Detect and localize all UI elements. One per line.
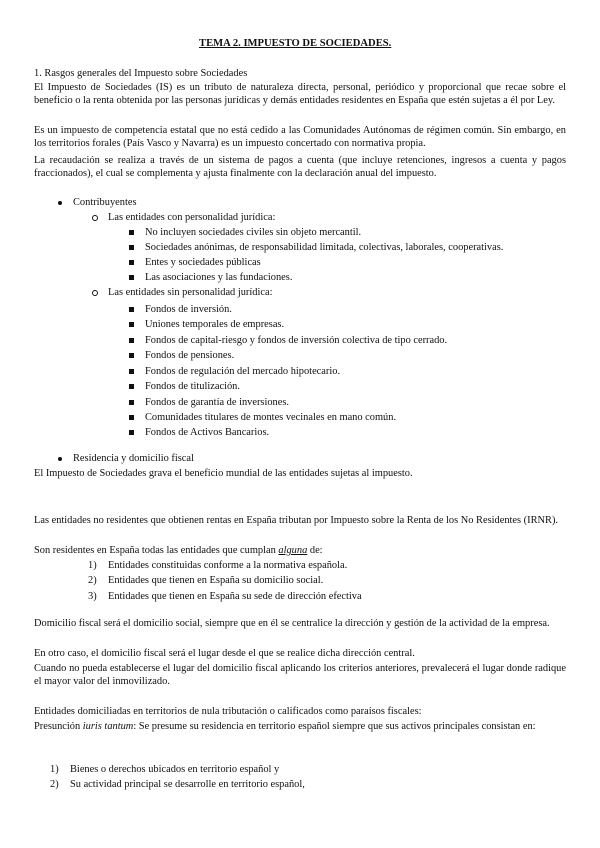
paragraph-definition: El Impuesto de Sociedades (IS) es un tributo de naturaleza directa, personal, periódico y proporcional que recae sobre el beneficio o la renta obtenida por las personas jurídicas y demás entidades residentes en España que estén sujetas a él por Ley.	[34, 82, 566, 106]
list-item: Comunidades titulares de montes vecinales en mano común.	[145, 412, 397, 423]
circle-bullet-icon	[92, 290, 98, 296]
emphasis-iuris-tantum: iuris tantum	[82, 721, 134, 732]
bullet-dot-icon	[58, 201, 62, 205]
list-item: Fondos de capital-riesgo y fondos de inversión colectiva de tipo cerrado.	[145, 335, 448, 346]
list-item: Bienes o derechos ubicados en territorio español y	[70, 764, 280, 775]
list-item: Fondos de inversión.	[145, 304, 232, 315]
square-bullet-icon	[129, 245, 134, 250]
list-heading-residencia: Residencia y domicilio fiscal	[73, 453, 194, 464]
square-bullet-icon	[129, 415, 134, 420]
square-bullet-icon	[129, 400, 134, 405]
square-bullet-icon	[129, 384, 134, 389]
list-number: 1)	[50, 764, 59, 775]
square-bullet-icon	[129, 230, 134, 235]
list-item: Entidades que tienen en España su sede de dirección efectiva	[108, 591, 362, 602]
list-heading-contribuyentes: Contribuyentes	[73, 197, 137, 208]
list-item: Las asociaciones y las fundaciones.	[145, 272, 293, 283]
list-item: Entes y sociedades públicas	[145, 257, 261, 268]
list-item: Fondos de pensiones.	[145, 350, 235, 361]
list-item: Sociedades anónimas, de responsabilidad limitada, colectivas, laborales, cooperativas.	[145, 242, 504, 253]
list-item: No incluyen sociedades civiles sin objeto mercantil.	[145, 227, 362, 238]
list-item: Entidades que tienen en España su domicilio social.	[108, 575, 324, 586]
paragraph-inmovilizado: Cuando no pueda establecerse el lugar del domicilio fiscal aplicando los criterios anteriores, prevalecerá el lugar donde radique el mayor valor del inmovilizado.	[34, 663, 566, 687]
list-number: 1)	[88, 560, 97, 571]
list-number: 3)	[88, 591, 97, 602]
bullet-dot-icon	[58, 457, 62, 461]
square-bullet-icon	[129, 353, 134, 358]
paragraph-domicilio-fiscal: Domicilio fiscal será el domicilio social, siempre que en él se centralice la dirección y gestión de la actividad de la empresa.	[34, 618, 550, 629]
list-item: Fondos de garantía de inversiones.	[145, 397, 289, 408]
square-bullet-icon	[129, 338, 134, 343]
page-title: TEMA 2. IMPUESTO DE SOCIEDADES.	[199, 38, 392, 49]
list-number: 2)	[50, 779, 59, 790]
circle-bullet-icon	[92, 215, 98, 221]
list-item: Fondos de titulización.	[145, 381, 240, 392]
sublist-heading: Las entidades con personalidad jurídica:	[108, 212, 276, 223]
paragraph-no-residentes: Las entidades no residentes que obtienen rentas en España tributan por Impuesto sobre la Renta de los No Residentes (IRNR).	[34, 515, 559, 526]
paragraph-beneficio-mundial: El Impuesto de Sociedades grava el beneficio mundial de las entidades sujetas al impuesto.	[34, 468, 413, 479]
square-bullet-icon	[129, 430, 134, 435]
paragraph-residentes: Son residentes en España todas las entidades que cumplan alguna de:	[34, 545, 323, 556]
list-item: Su actividad principal se desarrolle en territorio español,	[70, 779, 305, 790]
list-item: Fondos de regulación del mercado hipotecario.	[145, 366, 341, 377]
square-bullet-icon	[129, 260, 134, 265]
list-number: 2)	[88, 575, 97, 586]
paragraph-recaudacion: La recaudación se realiza a través de un sistema de pagos a cuenta (que incluye retenciones, ingresos a cuenta y pagos fraccionados), el cual se complementa y ajusta finalmente con la declaración anual del impuesto.	[34, 155, 566, 179]
sublist-heading: Las entidades sin personalidad jurídica:	[108, 287, 273, 298]
list-item: Uniones temporales de empresas.	[145, 319, 285, 330]
square-bullet-icon	[129, 322, 134, 327]
paragraph-presuncion: Presunción iuris tantum: Se presume su residencia en territorio español siempre que sus activos principales consistan en:	[34, 721, 536, 732]
emphasis-alguna: alguna	[278, 545, 308, 556]
square-bullet-icon	[129, 307, 134, 312]
paragraph-otro-caso: En otro caso, el domicilio fiscal será el lugar desde el que se realice dicha dirección central.	[34, 648, 415, 659]
list-item: Fondos de Activos Bancarios.	[145, 427, 270, 438]
paragraph-paraisos-fiscales: Entidades domiciliadas en territorios de nula tributación o calificados como paraísos fiscales:	[34, 706, 422, 717]
square-bullet-icon	[129, 275, 134, 280]
list-item: Entidades constituidas conforme a la normativa española.	[108, 560, 348, 571]
square-bullet-icon	[129, 369, 134, 374]
paragraph-competencia: Es un impuesto de competencia estatal que no está cedido a las Comunidades Autónomas de régimen común. Sin embargo, en los territorios forales (País Vasco y Navarra) es un impuesto concertado con normativa propia.	[34, 125, 566, 149]
section-heading: 1. Rasgos generales del Impuesto sobre Sociedades	[34, 68, 248, 79]
